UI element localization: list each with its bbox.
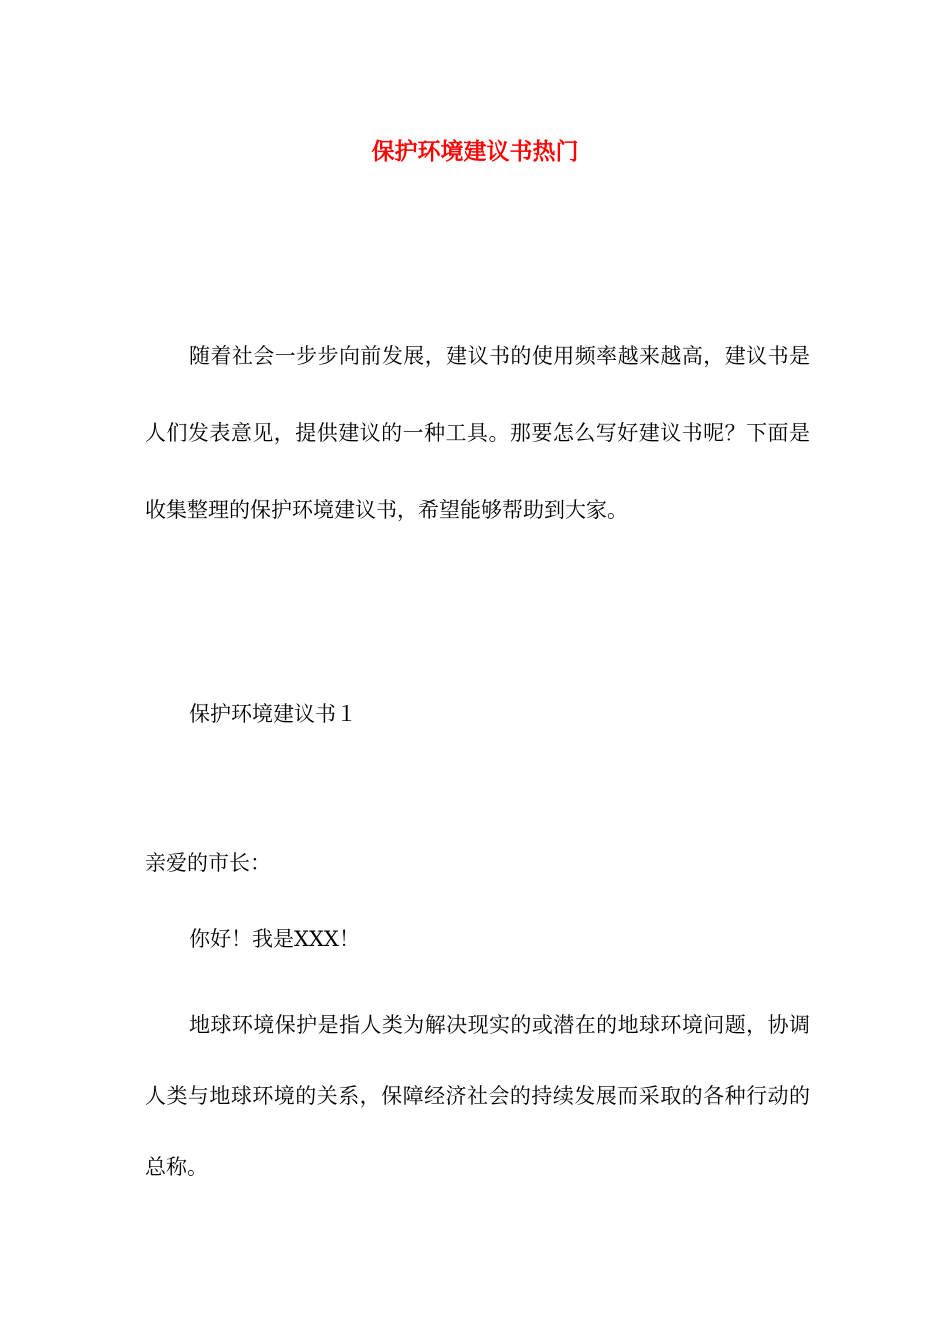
document-title: 保护环境建议书热门	[371, 138, 579, 165]
body-paragraph: 地球环境保护是指人类为解决现实的或潜在的地球环境问题，协调人类与地球环境的关系，保障经济社会的持续发展而采取的各种行动的总称。	[145, 1013, 810, 1179]
section-heading: 保护环境建议书１	[189, 702, 357, 726]
intro-paragraph: 随着社会一步步向前发展，建议书的使用频率越来越高，建议书是人们发表意见，提供建议的一种工具。那要怎么写好建议书呢？下面是收集整理的保护环境建议书，希望能够帮助到大家。	[145, 344, 810, 522]
salutation: 亲爱的市长：	[145, 851, 271, 875]
greeting: 你好！我是XXX！	[189, 927, 360, 951]
